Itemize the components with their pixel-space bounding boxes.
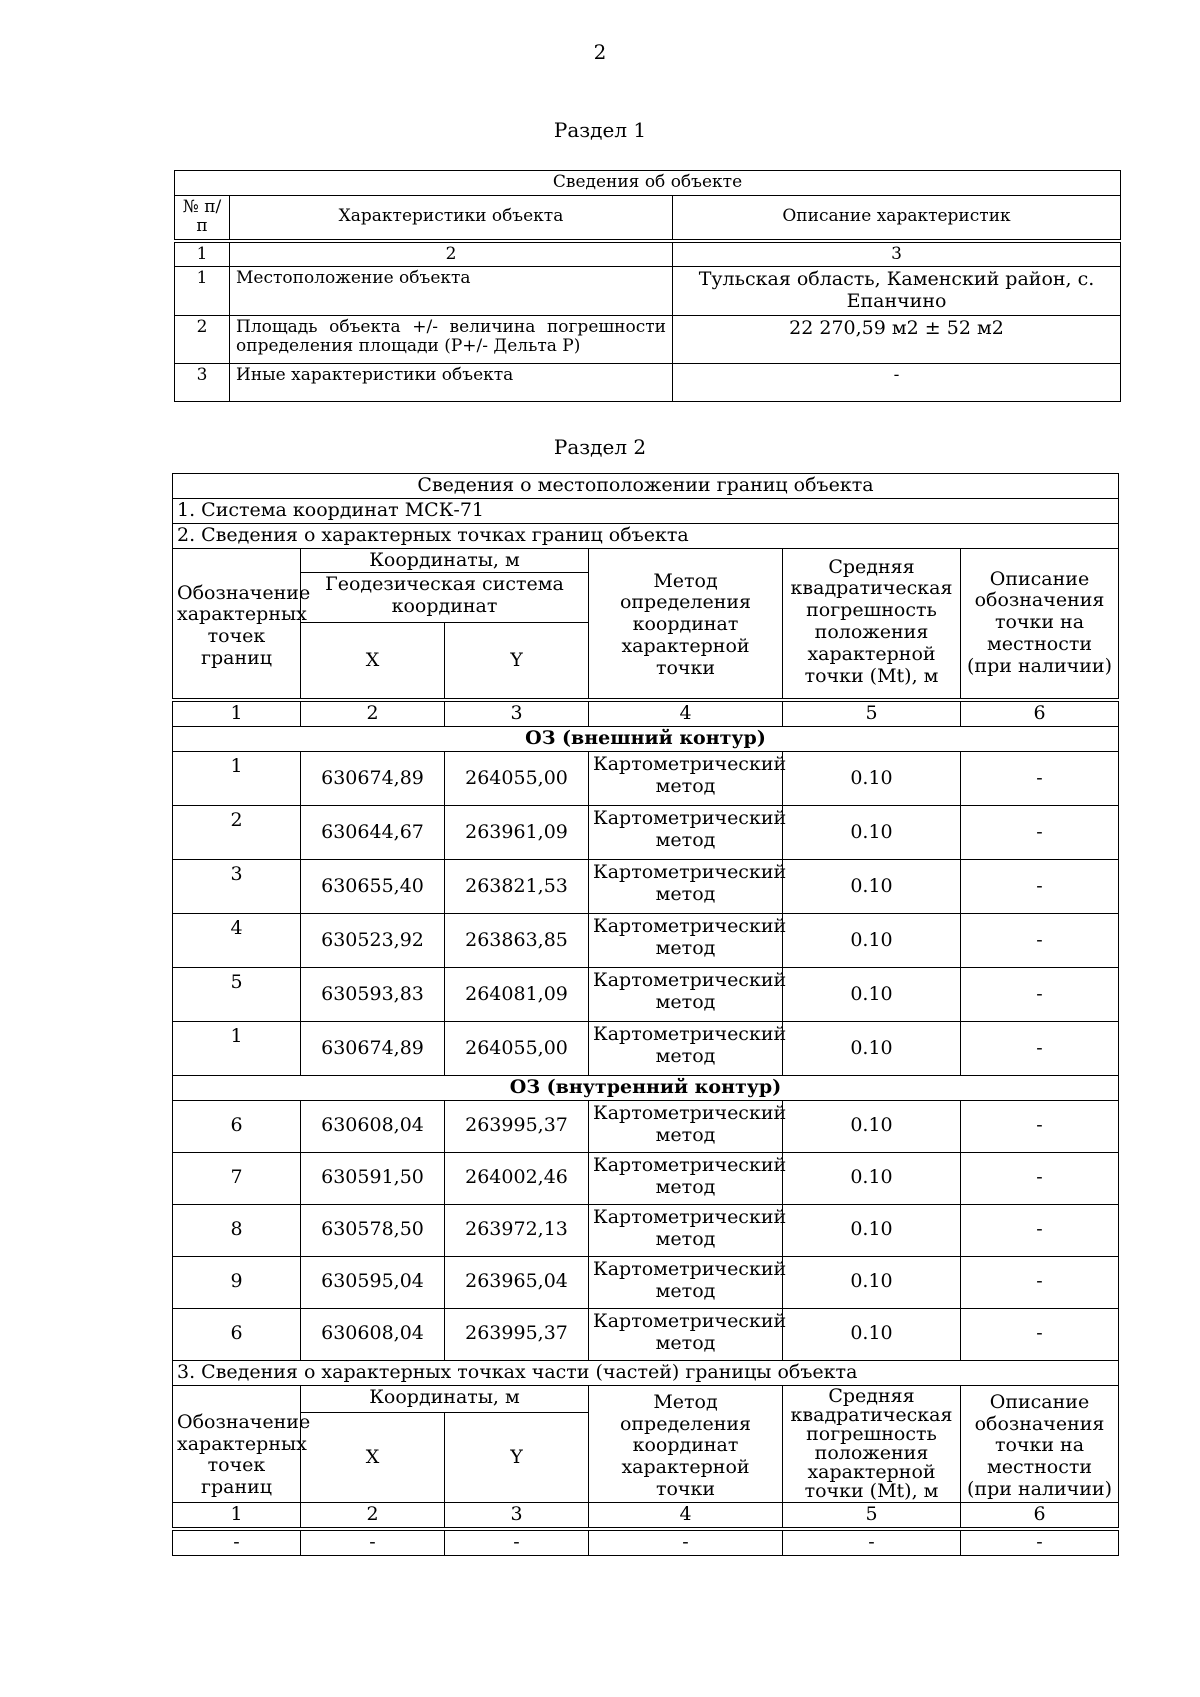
header-y: Y bbox=[445, 623, 589, 699]
point-y: 264081,09 bbox=[445, 968, 589, 1022]
parts-cell: - bbox=[445, 1530, 589, 1555]
point-mt: 0.10 bbox=[783, 1308, 961, 1360]
header-designation: Обозначение характерных точек границ bbox=[173, 548, 301, 699]
parts-header-error: Средняя квадратическая погрешность положения характерной точки (Mt), м bbox=[783, 1385, 961, 1502]
table-row bbox=[173, 1152, 1119, 1204]
point-y: 263863,85 bbox=[445, 914, 589, 968]
point-desc: - bbox=[961, 1100, 1119, 1152]
coordinate-system: 1. Система координат МСК-71 bbox=[173, 498, 1119, 523]
point-id: 6 bbox=[173, 1308, 301, 1360]
point-mt: 0.10 bbox=[783, 968, 961, 1022]
point-method: Картометрический метод bbox=[589, 752, 783, 806]
header-error: Средняя квадратическая погрешность положения характерной точки (Mt), м bbox=[783, 548, 961, 699]
index-cell: 3 bbox=[445, 702, 589, 727]
row-description: 22 270,59 м2 ± 52 м2 bbox=[673, 315, 1121, 363]
table-row bbox=[175, 267, 1121, 316]
point-x: 630593,83 bbox=[301, 968, 445, 1022]
point-id: 1 bbox=[173, 752, 301, 806]
point-x: 630595,04 bbox=[301, 1256, 445, 1308]
table-row bbox=[173, 914, 1119, 968]
table-row bbox=[173, 1204, 1119, 1256]
header-description: Описание характеристик bbox=[673, 195, 1121, 239]
point-y: 263965,04 bbox=[445, 1256, 589, 1308]
parts-cell: - bbox=[173, 1530, 301, 1555]
point-x: 630674,89 bbox=[301, 1022, 445, 1076]
point-desc: - bbox=[961, 1152, 1119, 1204]
point-id: 9 bbox=[173, 1256, 301, 1308]
row-characteristic: Площадь объекта +/- величина погрешности определения площади (Р+/- Дельта Р) bbox=[230, 315, 673, 363]
row-num: 2 bbox=[175, 315, 230, 363]
points-section-title: 2. Сведения о характерных точках границ объекта bbox=[173, 523, 1119, 548]
point-method: Картометрический метод bbox=[589, 1152, 783, 1204]
row-description: - bbox=[673, 363, 1121, 401]
parts-header-designation: Обозначение характерных точек границ bbox=[173, 1385, 301, 1502]
point-x: 630578,50 bbox=[301, 1204, 445, 1256]
point-y: 263995,37 bbox=[445, 1100, 589, 1152]
index-cell: 4 bbox=[589, 702, 783, 727]
header-characteristics: Характеристики объекта bbox=[230, 195, 673, 239]
object-info-table bbox=[174, 170, 1121, 402]
header-method: Метод определения координат характерной точки bbox=[589, 548, 783, 699]
point-id: 5 bbox=[173, 968, 301, 1022]
section-1-title: Раздел 1 bbox=[553, 118, 647, 142]
point-id: 7 bbox=[173, 1152, 301, 1204]
point-method: Картометрический метод bbox=[589, 1308, 783, 1360]
parts-cell: - bbox=[783, 1530, 961, 1555]
row-characteristic: Иные характеристики объекта bbox=[230, 363, 673, 401]
parts-cell: - bbox=[961, 1530, 1119, 1555]
point-x: 630644,67 bbox=[301, 806, 445, 860]
index-cell: 2 bbox=[230, 242, 673, 267]
point-method: Картометрический метод bbox=[589, 860, 783, 914]
point-desc: - bbox=[961, 1022, 1119, 1076]
row-characteristic: Местоположение объекта bbox=[230, 267, 673, 316]
point-x: 630608,04 bbox=[301, 1308, 445, 1360]
parts-header-method: Метод определения координат характерной точки bbox=[589, 1385, 783, 1502]
point-desc: - bbox=[961, 860, 1119, 914]
point-id: 1 bbox=[173, 1022, 301, 1076]
point-y: 264055,00 bbox=[445, 752, 589, 806]
index-cell: 5 bbox=[783, 702, 961, 727]
point-method: Картометрический метод bbox=[589, 1204, 783, 1256]
page-number: 2 bbox=[593, 40, 607, 64]
point-y: 263972,13 bbox=[445, 1204, 589, 1256]
table-row bbox=[173, 1100, 1119, 1152]
outer-contour-title: ОЗ (внешний контур) bbox=[173, 727, 1119, 752]
point-id: 8 bbox=[173, 1204, 301, 1256]
point-desc: - bbox=[961, 752, 1119, 806]
point-desc: - bbox=[961, 1204, 1119, 1256]
index-cell: 1 bbox=[173, 702, 301, 727]
point-x: 630608,04 bbox=[301, 1100, 445, 1152]
index-cell: 4 bbox=[589, 1502, 783, 1527]
parts-header-coordinates: Координаты, м bbox=[301, 1385, 589, 1412]
point-x: 630655,40 bbox=[301, 860, 445, 914]
point-desc: - bbox=[961, 968, 1119, 1022]
index-cell: 3 bbox=[673, 242, 1121, 267]
header-description: Описание обозначения точки на местности (при наличии) bbox=[961, 548, 1119, 699]
row-num: 3 bbox=[175, 363, 230, 401]
section-2-title: Раздел 2 bbox=[553, 435, 647, 459]
header-coordinates: Координаты, м bbox=[301, 548, 589, 573]
point-method: Картометрический метод bbox=[589, 1256, 783, 1308]
parts-cell: - bbox=[301, 1530, 445, 1555]
point-y: 264055,00 bbox=[445, 1022, 589, 1076]
point-mt: 0.10 bbox=[783, 1022, 961, 1076]
point-method: Картометрический метод bbox=[589, 1100, 783, 1152]
point-method: Картометрический метод bbox=[589, 914, 783, 968]
point-id: 6 bbox=[173, 1100, 301, 1152]
point-method: Картометрический метод bbox=[589, 968, 783, 1022]
table-row bbox=[173, 752, 1119, 806]
point-mt: 0.10 bbox=[783, 752, 961, 806]
point-x: 630523,92 bbox=[301, 914, 445, 968]
row-description: Тульская область, Каменский район, с. Епанчино bbox=[673, 267, 1121, 316]
table-row bbox=[175, 315, 1121, 363]
point-desc: - bbox=[961, 914, 1119, 968]
table-row bbox=[173, 1256, 1119, 1308]
parts-header-x: X bbox=[301, 1412, 445, 1502]
point-mt: 0.10 bbox=[783, 860, 961, 914]
point-method: Картометрический метод bbox=[589, 806, 783, 860]
point-desc: - bbox=[961, 806, 1119, 860]
point-mt: 0.10 bbox=[783, 1152, 961, 1204]
point-mt: 0.10 bbox=[783, 1204, 961, 1256]
parts-cell: - bbox=[589, 1530, 783, 1555]
index-cell: 1 bbox=[175, 242, 230, 267]
header-x: X bbox=[301, 623, 445, 699]
table-row bbox=[173, 968, 1119, 1022]
point-desc: - bbox=[961, 1256, 1119, 1308]
parts-section-title: 3. Сведения о характерных точках части (частей) границы объекта bbox=[173, 1360, 1119, 1385]
point-method: Картометрический метод bbox=[589, 1022, 783, 1076]
point-y: 263961,09 bbox=[445, 806, 589, 860]
point-mt: 0.10 bbox=[783, 914, 961, 968]
boundary-table-title: Сведения о местоположении границ объекта bbox=[173, 474, 1119, 499]
table-row bbox=[173, 1022, 1119, 1076]
point-y: 264002,46 bbox=[445, 1152, 589, 1204]
row-num: 1 bbox=[175, 267, 230, 316]
table-row bbox=[175, 363, 1121, 401]
point-mt: 0.10 bbox=[783, 1256, 961, 1308]
point-mt: 0.10 bbox=[783, 1100, 961, 1152]
parts-header-description: Описание обозначения точки на местности (при наличии) bbox=[961, 1385, 1119, 1502]
point-id: 3 bbox=[173, 860, 301, 914]
point-x: 630591,50 bbox=[301, 1152, 445, 1204]
index-cell: 1 bbox=[173, 1502, 301, 1527]
index-cell: 2 bbox=[301, 702, 445, 727]
point-y: 263821,53 bbox=[445, 860, 589, 914]
parts-header-y: Y bbox=[445, 1412, 589, 1502]
inner-contour-title: ОЗ (внутренний контур) bbox=[173, 1076, 1119, 1101]
index-cell: 2 bbox=[301, 1502, 445, 1527]
object-info-table-title: Сведения об объекте bbox=[175, 171, 1121, 196]
point-y: 263995,37 bbox=[445, 1308, 589, 1360]
point-x: 630674,89 bbox=[301, 752, 445, 806]
index-cell: 3 bbox=[445, 1502, 589, 1527]
table-row bbox=[173, 806, 1119, 860]
boundary-points-table bbox=[172, 473, 1119, 1556]
point-desc: - bbox=[961, 1308, 1119, 1360]
header-geodetic-system: Геодезическая система координат bbox=[301, 573, 589, 623]
table-row bbox=[173, 860, 1119, 914]
header-num: № п/п bbox=[175, 195, 230, 239]
index-cell: 5 bbox=[783, 1502, 961, 1527]
table-row bbox=[173, 1308, 1119, 1360]
point-mt: 0.10 bbox=[783, 806, 961, 860]
table-row bbox=[173, 1530, 1119, 1555]
point-id: 2 bbox=[173, 806, 301, 860]
index-cell: 6 bbox=[961, 702, 1119, 727]
index-cell: 6 bbox=[961, 1502, 1119, 1527]
point-id: 4 bbox=[173, 914, 301, 968]
